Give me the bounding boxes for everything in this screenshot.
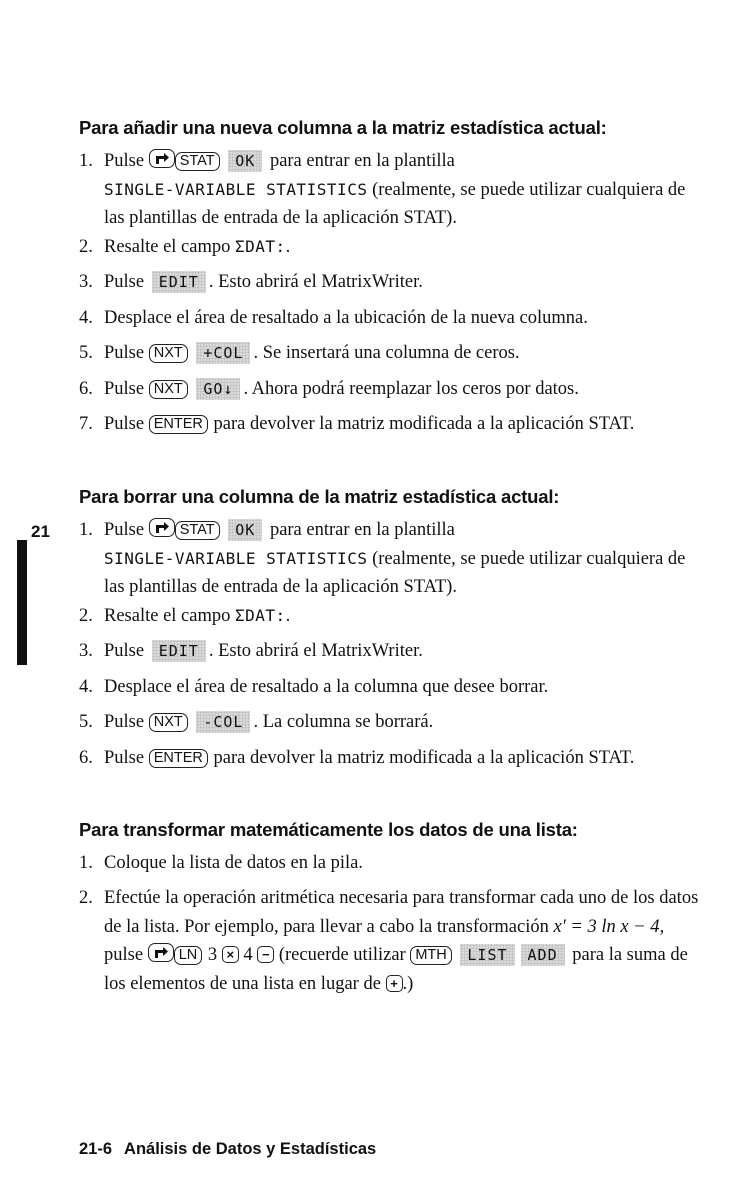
list-item — [79, 744, 699, 773]
template-name: SINGLE-VARIABLE STATISTICS — [104, 548, 368, 568]
step-text: . Esto abrirá el MatrixWriter. — [208, 272, 423, 292]
step-text: Pulse — [104, 641, 145, 661]
list-item — [79, 304, 699, 333]
step-number: 5. — [79, 712, 93, 732]
softkey-label: +COL — [196, 342, 250, 364]
step-text: Pulse — [104, 272, 145, 292]
step-text: Efectúe la operación aritmética necesaria para transformar cada uno de los datos de la lista. Por ejemplo, para llevar a cabo la transformación — [104, 888, 699, 937]
calculator-key: LN — [174, 946, 203, 965]
right-shift-key-icon — [149, 518, 175, 537]
step-number: 3. — [79, 272, 93, 292]
step-number: 3. — [79, 641, 93, 661]
step-text: Pulse — [104, 748, 145, 768]
calculator-key: STAT — [175, 152, 220, 171]
plus-key-icon: + — [386, 975, 403, 992]
step-text: . Se insertará una columna de ceros. — [253, 343, 520, 363]
step-text: para entrar en la plantilla — [269, 520, 455, 540]
step-number: 2. — [79, 888, 93, 908]
calculator-key: STAT — [175, 521, 220, 540]
calculator-key: MTH — [410, 946, 451, 965]
step-number: 2. — [79, 606, 93, 626]
section-heading-transform-list: Para transformar matemáticamente los datos de una lista: — [79, 819, 578, 840]
softkey-label: EDIT — [152, 640, 206, 662]
calculator-key: NXT — [149, 344, 188, 363]
step-number: 4. — [79, 677, 93, 697]
step-number: 2. — [79, 237, 93, 257]
chapter-tab-bar — [17, 540, 27, 665]
step-text: Pulse — [104, 343, 145, 363]
list-item — [79, 410, 699, 439]
softkey-label: -COL — [196, 711, 250, 733]
step-text: .) — [402, 973, 414, 994]
list-item — [79, 147, 699, 233]
template-name: SINGLE-VARIABLE STATISTICS — [104, 179, 368, 199]
step-text: Resalte el campo — [104, 237, 231, 257]
softkey-label: EDIT — [152, 271, 206, 293]
calculator-key: NXT — [149, 713, 188, 732]
list-item — [79, 849, 699, 878]
calculator-key: NXT — [149, 380, 188, 399]
step-text: . La columna se borrará. — [253, 712, 434, 732]
list-item — [79, 268, 699, 297]
softkey-label: LIST — [460, 944, 514, 966]
step-text: Pulse — [104, 379, 145, 399]
step-number: 1. — [79, 520, 93, 540]
step-text: . — [285, 237, 291, 257]
calculator-key: ENTER — [149, 415, 208, 434]
list-item — [79, 516, 699, 602]
list-item — [79, 375, 699, 404]
page-number: 21-6 — [79, 1140, 113, 1158]
calculator-key: ENTER — [149, 749, 208, 768]
step-number: 5. — [79, 343, 93, 363]
step-number: 7. — [79, 414, 93, 434]
chapter-tab-number: 21 — [31, 522, 50, 541]
step-text: Pulse — [104, 414, 145, 434]
page-footer — [79, 1140, 376, 1159]
step-text: (recuerde utilizar — [278, 945, 406, 965]
step-text: (realmente, se puede utilizar cualquiera de las plantillas de entrada de la aplicación STAT). — [104, 179, 686, 228]
list-item — [79, 233, 699, 262]
softkey-label: GO↓ — [196, 378, 240, 400]
step-text: Resalte el campo — [104, 606, 231, 626]
math-expression: x′ = 3 ln x − 4 — [553, 916, 660, 937]
right-shift-key-icon — [149, 149, 175, 168]
step-text: . Esto abrirá el MatrixWriter. — [208, 641, 423, 661]
step-number: 6. — [79, 748, 93, 768]
minus-key-icon: − — [257, 946, 274, 963]
step-text: Pulse — [104, 151, 145, 171]
step-text: para devolver la matriz modificada a la aplicación STAT. — [213, 748, 635, 768]
list-item — [79, 884, 699, 998]
step-text: . Ahora podrá reemplazar los ceros por datos. — [243, 379, 579, 399]
step-text: para devolver la matriz modificada a la aplicación STAT. — [213, 414, 635, 434]
softkey-label: ADD — [521, 944, 565, 966]
section-heading-delete-column: Para borrar una columna de la matriz estadística actual: — [79, 486, 560, 507]
list-item — [79, 339, 699, 368]
chapter-title: Análisis de Datos y Estadísticas — [124, 1140, 377, 1158]
right-shift-key-icon — [148, 943, 174, 962]
step-text: para entrar en la plantilla — [269, 151, 455, 171]
step-text: Pulse — [104, 712, 145, 732]
step-text: Desplace el área de resaltado a la ubicación de la nueva columna. — [104, 308, 588, 328]
step-number: 6. — [79, 379, 93, 399]
softkey-label: OK — [228, 519, 262, 541]
step-text: . — [285, 606, 291, 626]
field-name: ΣDAT: — [235, 606, 286, 625]
step-text: Desplace el área de resaltado a la columna que desee borrar. — [104, 677, 549, 697]
field-name: ΣDAT: — [235, 237, 286, 256]
step-text: Pulse — [104, 520, 145, 540]
multiply-key-icon: × — [222, 946, 239, 963]
step-number: 1. — [79, 853, 93, 873]
step-number: 4. — [79, 308, 93, 328]
step-text: Coloque la lista de datos en la pila. — [104, 853, 363, 873]
list-item — [79, 637, 699, 666]
step-number: 1. — [79, 151, 93, 171]
step-text: 3 — [207, 945, 218, 965]
list-item — [79, 708, 699, 737]
step-text: , pulse — [104, 916, 665, 965]
step-text: 4 — [243, 945, 253, 965]
list-item — [79, 673, 699, 702]
step-text: para la suma de los elementos de una lista en lugar de — [104, 945, 688, 994]
step-text: (realmente, se puede utilizar cualquiera de las plantillas de entrada de la aplicación STAT). — [104, 548, 686, 597]
section-heading-add-column: Para añadir una nueva columna a la matriz estadística actual: — [79, 117, 607, 138]
softkey-label: OK — [228, 150, 262, 172]
list-item — [79, 602, 699, 631]
